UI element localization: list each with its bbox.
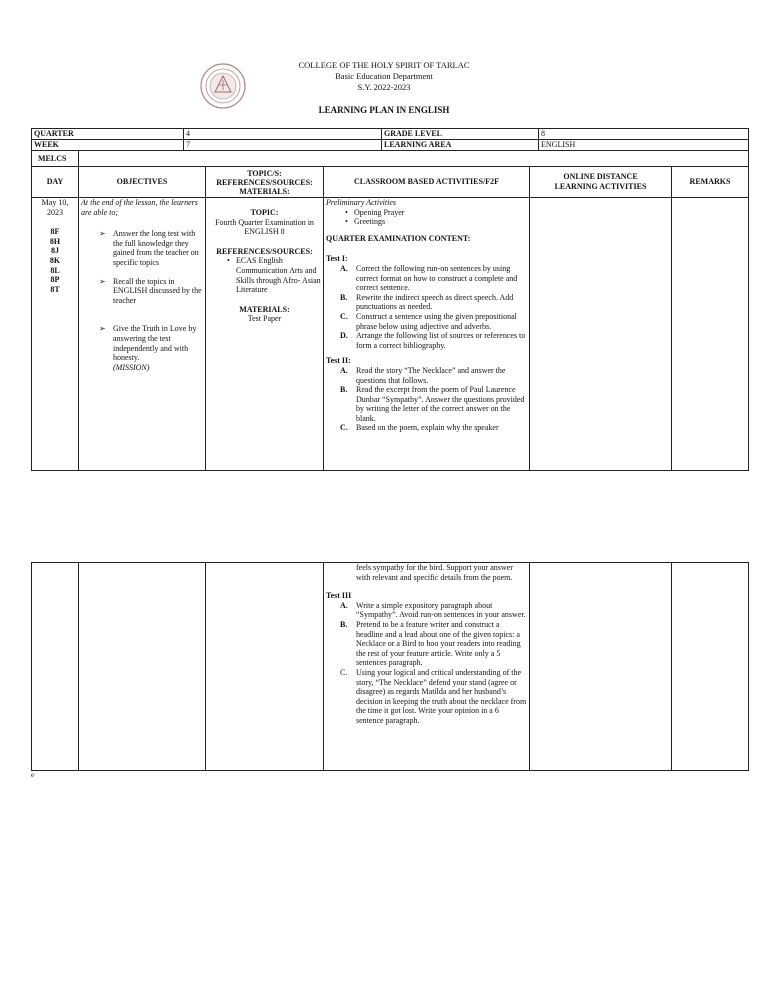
section-item: 8H — [49, 236, 61, 246]
references-label: REFERENCES/SOURCES: — [216, 246, 313, 256]
test-item — [326, 385, 527, 423]
test-item — [326, 423, 527, 433]
item-letter: C. — [340, 667, 348, 677]
objective-item: ➢ Give the Truth in Love by answering the test independently and with honesty. — [99, 324, 203, 362]
online-activities-cell — [530, 198, 672, 471]
section-item: 8L — [50, 265, 60, 275]
document-title: LEARNING PLAN IN ENGLISH — [318, 105, 450, 115]
item-letter: A. — [340, 365, 348, 375]
learning-area-value: ENGLISH — [539, 140, 749, 151]
day-cell-continued — [32, 563, 79, 771]
test-3-label: Test III — [326, 591, 352, 601]
item-letter: A. — [340, 600, 348, 610]
plan-table-continued — [31, 562, 749, 771]
preliminary-item: • Opening Prayer — [340, 208, 527, 218]
preliminary-list — [340, 208, 527, 227]
col-header-objectives: OBJECTIVES — [79, 167, 206, 198]
item-text: Read the story “The Necklace” and answer the questions that follows. — [356, 365, 506, 385]
item-text: Correct the following run-on sentences by using correct format on how to construct a complete and correct sentence. — [356, 263, 518, 293]
section-list — [34, 227, 76, 294]
exam-content-label: QUARTER EXAMINATION CONTENT: — [326, 233, 471, 243]
week-value: 7 — [184, 140, 382, 151]
lesson-date: May 10, 2023 — [41, 198, 69, 217]
department-name: Basic Education Department — [335, 71, 433, 81]
test-1-list — [326, 264, 527, 350]
learning-area-label: LEARNING AREA — [382, 140, 539, 151]
objectives-cell — [79, 198, 206, 471]
item-letter: B. — [340, 292, 348, 302]
materials-value: Test Paper — [247, 314, 282, 324]
references-list — [222, 256, 321, 294]
test-item — [326, 264, 527, 293]
item-text: Read the excerpt from the poem of Paul Laurence Dunbar “Sympathy”. Answer the questions provided by writing the letter of the correct answer on the blank. — [356, 385, 525, 423]
objectives-intro: At the end of the lesson, the learners are able to; — [81, 198, 198, 217]
mission-label: (MISSION) — [113, 362, 150, 372]
item-letter: C. — [340, 423, 348, 433]
grade-level-value: 8 — [539, 129, 749, 140]
test-item — [326, 668, 527, 726]
col-header-topics: TOPIC/S: REFERENCES/SOURCES: MATERIALS: — [206, 167, 324, 198]
section-item: 8F — [50, 227, 60, 237]
test-1-label: Test I: — [326, 254, 348, 264]
remarks-cell — [672, 198, 749, 471]
objective-item: ➢ Answer the long test with the full knowledge they gained from the teacher on specific topics — [99, 229, 203, 267]
online-activities-cell-continued — [530, 563, 672, 771]
item-letter: B. — [340, 619, 348, 629]
test-2-continued-text: feels sympathy for the bird. Support your answer with relevant and specific details from the poem. — [356, 563, 513, 582]
melcs-label: MELCS — [32, 151, 79, 167]
plan-table — [31, 150, 749, 471]
item-text: Write a simple expository paragraph about “Sympathy”. Avoid run-on sentences in your answer. — [356, 600, 526, 620]
materials-label: MATERIALS: — [239, 304, 290, 314]
col-header-classroom: CLASSROOM BASED ACTIVITIES/F2F — [324, 167, 530, 198]
classroom-cell-continued — [324, 563, 530, 771]
item-text: Rewrite the indirect speech as direct speech. Add punctuations as needed. — [356, 292, 514, 312]
section-item: 8J — [51, 246, 59, 256]
footer-mark: e — [31, 771, 35, 779]
test-item — [326, 312, 527, 331]
test-item — [326, 601, 527, 620]
item-text: Arrange the following list of sources or references to form a correct bibliography. — [356, 331, 526, 350]
item-text: Pretend to be a feature writer and construct a headline and a lead about one of the given topics: a Necklace or a Bird to hoo your readers into reading the rest of your feature article. Write only a 5 sentences paragraph. — [356, 619, 521, 668]
test-item — [326, 331, 527, 350]
item-text: Construct a sentence using the given prepositional phrase below using adjective and adverbs. — [356, 311, 517, 331]
topic-value: Fourth Quarter Examination in ENGLISH 8 — [215, 217, 314, 237]
topic-label: TOPIC: — [250, 208, 279, 217]
item-text: Based on the poem, explain why the speaker — [356, 423, 499, 433]
test-item — [326, 620, 527, 668]
section-item: 8K — [49, 255, 61, 265]
col-header-day: DAY — [32, 167, 79, 198]
test-item — [326, 366, 527, 385]
quarter-label: QUARTER — [32, 129, 184, 140]
test-item — [326, 293, 527, 312]
preliminary-label: Preliminary Activities — [326, 198, 396, 207]
remarks-cell-continued — [672, 563, 749, 771]
item-letter: A. — [340, 263, 348, 273]
topics-cell-continued — [206, 563, 324, 771]
reference-item: • ECAS English Communication Arts and Skills through Afro- Asian Literature — [222, 256, 321, 294]
school-name: COLLEGE OF THE HOLY SPIRIT OF TARLAC — [298, 60, 470, 70]
week-label: WEEK — [32, 140, 184, 151]
preliminary-item: • Greetings — [340, 217, 527, 227]
section-item: 8T — [50, 284, 60, 294]
section-item: 8P — [50, 275, 60, 285]
test-2-list — [326, 366, 527, 433]
topics-cell — [206, 198, 324, 471]
item-letter: B. — [340, 385, 348, 395]
objectives-cell-continued — [79, 563, 206, 771]
col-header-remarks: REMARKS — [672, 167, 749, 198]
info-table — [31, 128, 749, 151]
grade-level-label: GRADE LEVEL — [382, 129, 539, 140]
quarter-value: 4 — [184, 129, 382, 140]
day-cell — [32, 198, 79, 471]
classroom-cell — [324, 198, 530, 471]
melcs-value — [79, 151, 749, 167]
objective-item: ➢ Recall the topics in ENGLISH discussed by the teacher — [99, 277, 203, 306]
test-2-label: Test II: — [326, 356, 351, 366]
objectives-list — [99, 229, 203, 363]
col-header-online: ONLINE DISTANCE LEARNING ACTIVITIES — [530, 167, 672, 198]
test-3-list — [326, 601, 527, 726]
item-letter: D. — [340, 331, 348, 341]
item-letter: C. — [340, 311, 348, 321]
school-year: S.Y. 2022-2023 — [357, 82, 411, 92]
item-text: Using your logical and critical understanding of the story, “The Necklace” defend your stand (agree or disagree) as regards Matilda and her husband’s decision in keeping the truth about the necklace from the time it got lost. Write your opinion in a 6 sentence paragraph. — [356, 667, 527, 725]
